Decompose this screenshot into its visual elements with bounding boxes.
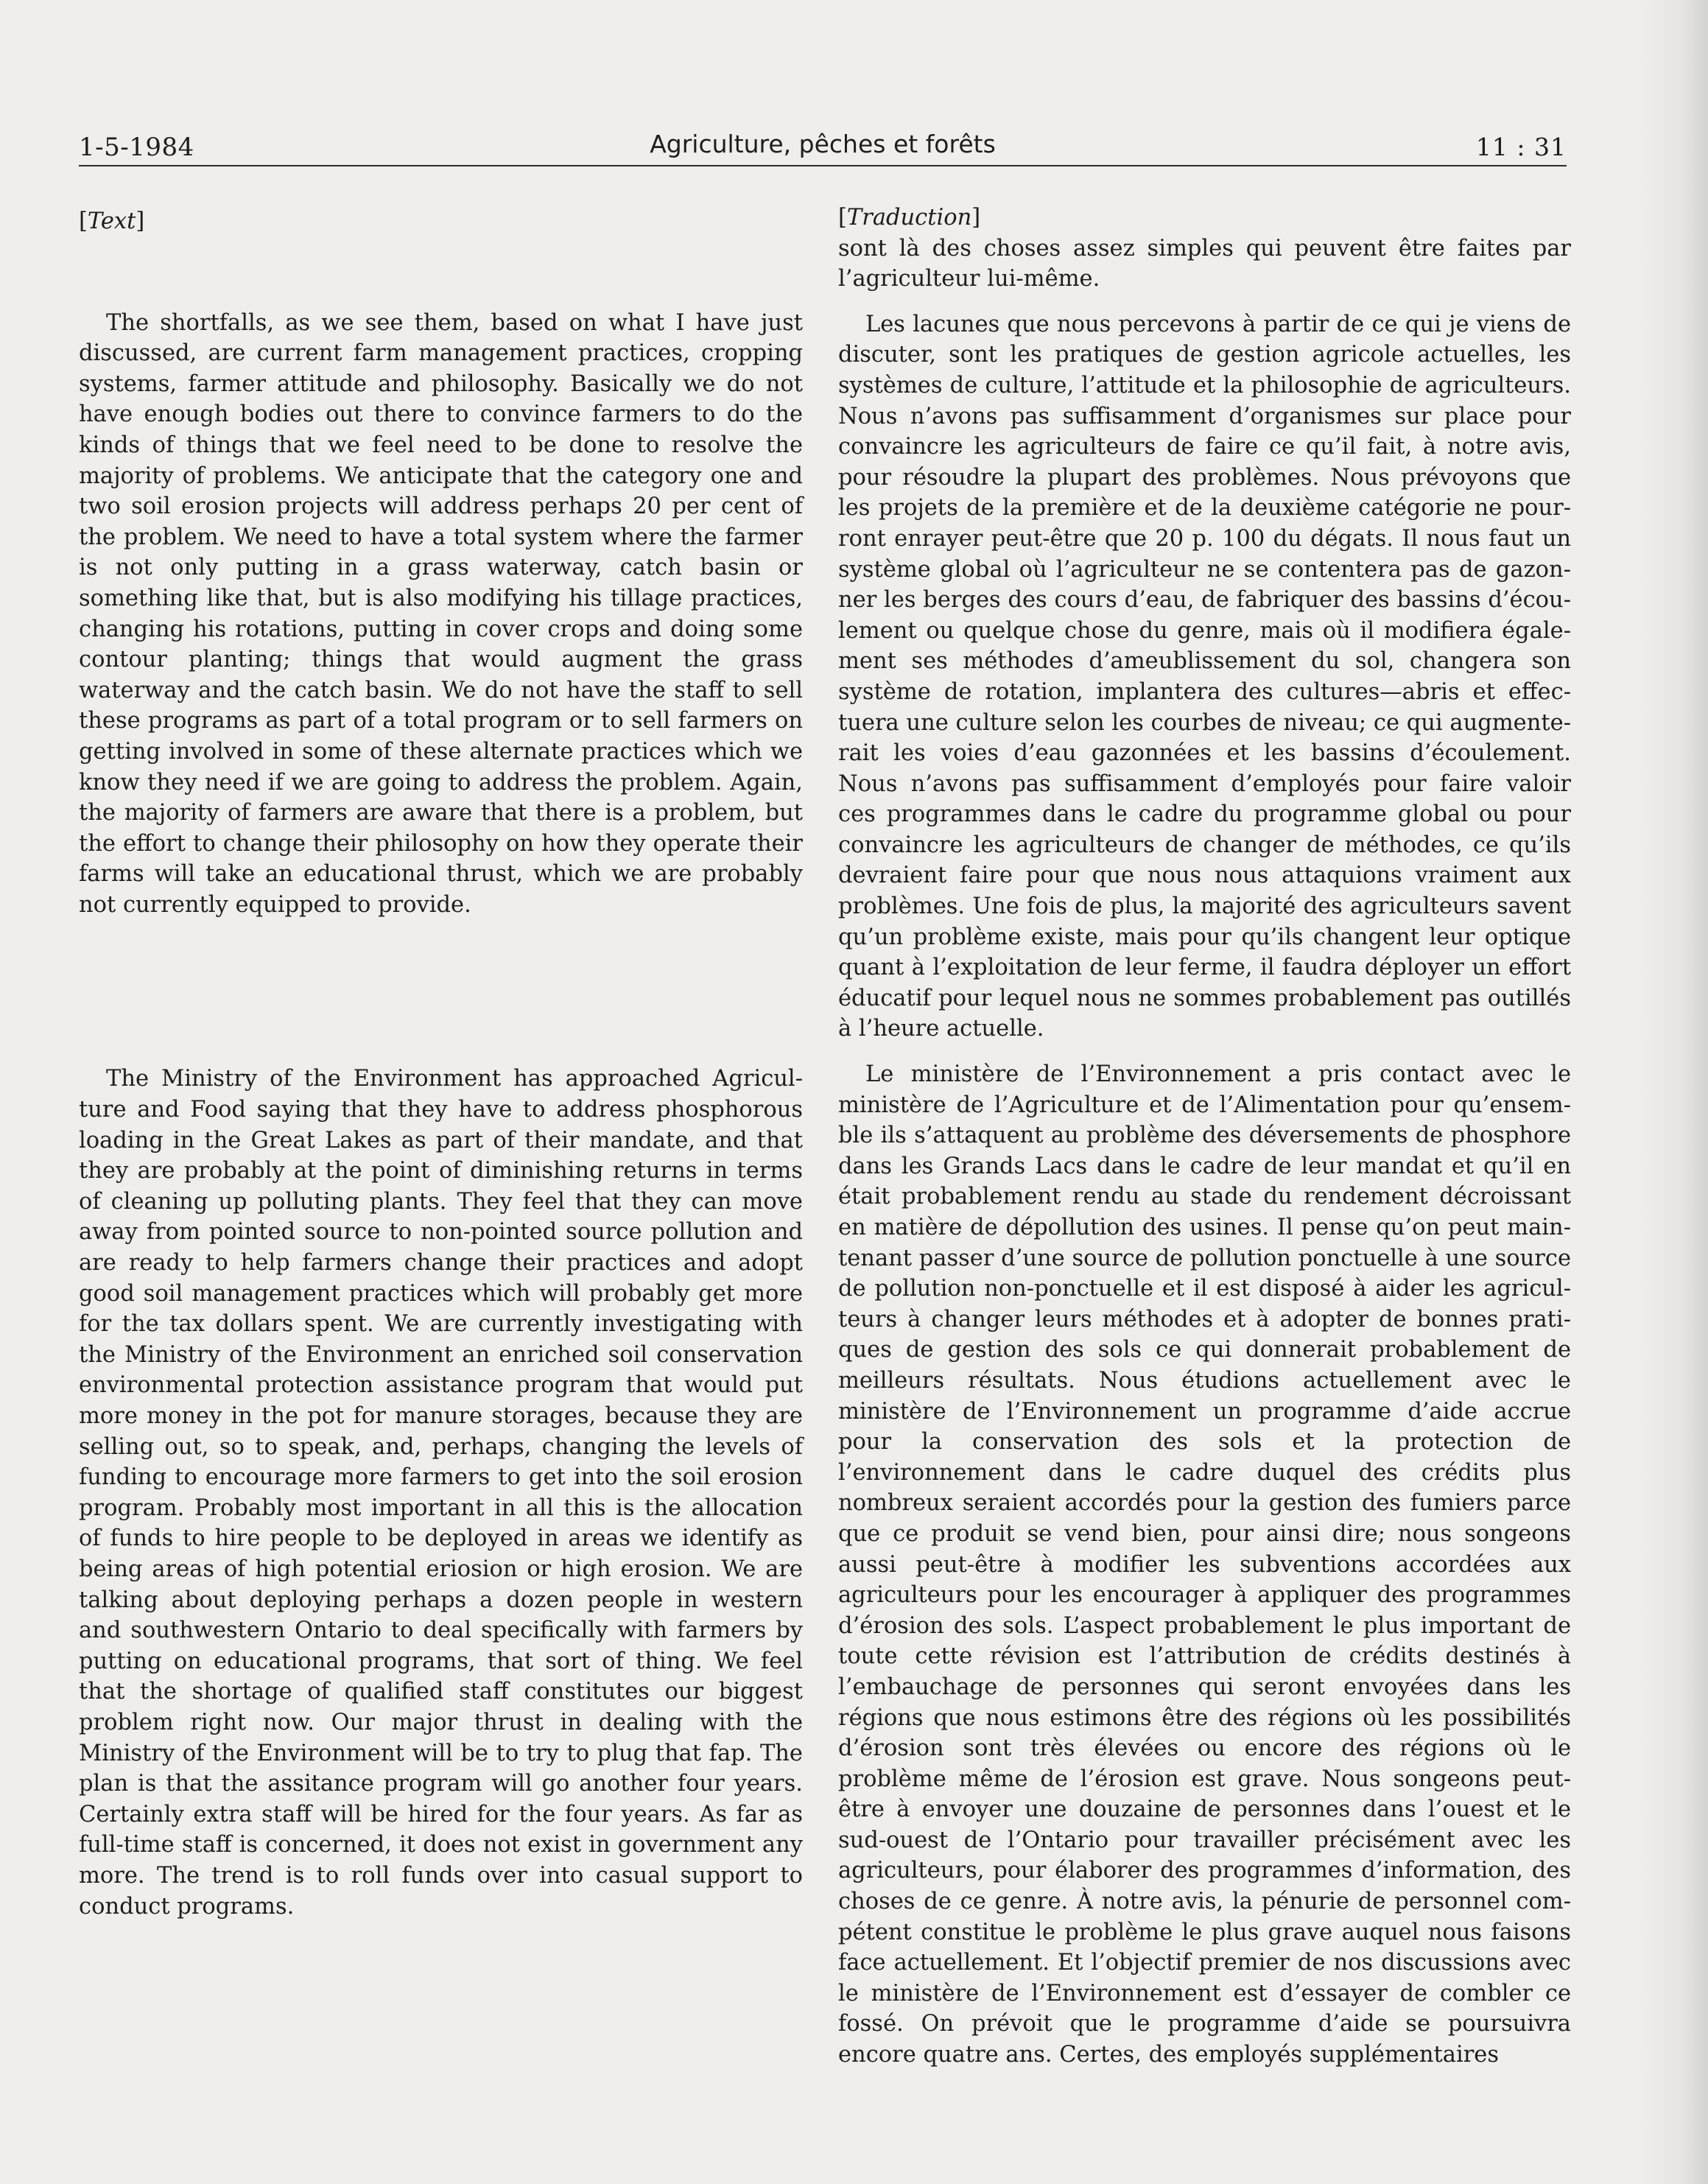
header-rule bbox=[79, 165, 1567, 166]
paragraph: Le ministère de l’Environnement a pris contact avec le ministère de l’Agriculture et de l’Alimentation pour qu’ensemble ils s’attaquent au problème des déversements de phosphore dans les Grands Lacs dans le cadre de leur mandat et qu’il en était probablement rendu au stade du rendement décroissant en matière de dépollution des usines. Il pense qu’on peut maintenant passer d’une source de pollution ponctuelle à une source de pollution non-ponctuelle et il est disposé à aider les agriculteurs à changer leurs méthodes et à adopter de bonnes pratiques de gestion des sols ce qui donnerait probablement de meilleurs résultats. Nous étudions actuellement avec le ministère de l’Environnement un programme d’aide accrue pour la conservation des sols et la protection de l’environnement dans le cadre duquel des crédits plus nombreux seraient accordés pour la gestion des fumiers parce que ce produit se vend bien, pour ainsi dire; nous songeons aussi peut-être à modifier les subventions accordées aux agriculteurs pour les encourager à appliquer des programmes d’érosion des sols. L’aspect probablement le plus important de toute cette révision est l’attribution de crédits destinés à l’embauchage de personnes qui seront envoyées dans les régions que nous estimons être des régions où les possibilités d’érosion sont très élevées ou encore des régions où le problème même de l’érosion est grave. Nous songeons peut-être à envoyer une douzaine de personnes dans l’ouest et le sud-ouest de l’Ontario pour travailler précisément avec les agriculteurs, pour élaborer des programmes d’information, des choses de ce genre. À notre avis, la pénurie de personnel compétent constitue le problème le plus grave auquel nous faisons face actuellement. Et l’objectif premier de nos discussions avec le ministère de l’Environnement est d’essayer de combler ce fossé. On prévoit que le programme d’aide se poursuivra encore quatre ans. Certes, des employés supplémentaires bbox=[838, 1061, 1571, 2068]
header-title: Agriculture, pêches et forêts bbox=[650, 130, 996, 158]
english-column bbox=[79, 206, 803, 1922]
paragraph: sont là des choses assez simples qui peuvent être faites par l’agriculteur lui-même. bbox=[838, 235, 1571, 292]
column-label-text: [Text] bbox=[79, 208, 145, 234]
paragraph: The shortfalls, as we see them, based on what I have just discussed, are current farm management practices, cropping systems, farmer attitude and philosophy. Basically we do not have enough bodies out there to convince farmers to do the kinds of things that we feel need to be done to resolve the majority of problems. We anticipate that the category one and two soil erosion projects will address perhaps 20 per cent of the problem. We need to have a total system where the farmer is not only putting in a grass waterway, catch basin or something like that, but is also modifying his tillage practices, changing his rotations, putting in cover crops and doing some contour planting; things that would augment the grass waterway and the catch basin. We do not have the staff to sell these programs as part of a total program or to sell farmers on getting involved in some of these alternate practices which we know they need if we are going to address the problem. Again, the majority of farmers are aware that there is a problem, but the effort to change their philosophy on how they operate their farms will take an educational thrust, which we are probably not currently equipped to provide. bbox=[79, 309, 803, 918]
paragraph: The Ministry of the Environment has approached Agriculture and Food saying that they have to address phosphorous loading in the Great Lakes as part of their mandate, and that they are probably at the point of diminishing returns in terms of cleaning up polluting plants. They feel that they can move away from pointed source to non-pointed source pollution and are ready to help farmers change their practices and adopt good soil management practices which will probably get more for the tax dollars spent. We are currently investigating with the Ministry of the Environment an enriched soil conservation environmental protection assistance program that would put more money in the pot for manure storages, because they are selling out, so to speak, and, perhaps, changing the levels of funding to encourage more farmers to get into the soil erosion program. Probably most important in all this is the allocation of funds to hire people to be deployed in areas we identify as being areas of high potential eriosion or high erosion. We are talking about deploying perhaps a dozen people in western and southwestern Ontario to deal specifically with farmers by putting on educational programs, that sort of thing. We feel that the shortage of qualified staff constitutes our biggest problem right now. Our major thrust in dealing with the Ministry of the Environment will be to try to plug that fap. The plan is that the assitance program will go another four years. Certainly extra staff will be hired for the four years. As far as full-time staff is concerned, it does not exist in government any more. The trend is to roll funds over into casual support to conduct programs. bbox=[79, 1066, 803, 1920]
page-header bbox=[79, 124, 1567, 166]
french-column bbox=[838, 203, 1571, 2071]
page-edge-shadow bbox=[1642, 0, 1708, 2184]
header-date: 1-5-1984 bbox=[79, 133, 194, 162]
header-page-number: 11 : 31 bbox=[1475, 133, 1567, 161]
paragraph: Les lacunes que nous percevons à partir de ce qui je viens de discuter, sont les pratiques de gestion agricole actuelles, les systèmes de culture, l’attitude et la philosophie de agriculteurs. Nous n’avons pas suffisamment d’organismes sur place pour convaincre les agriculteurs de faire ce qu’il fait, à notre avis, pour résoudre la plupart des problèmes. Nous prévoyons que les projets de la première et de la deuxième catégorie ne pourront enrayer peut-être que 20 p. 100 du dégats. Il nous faut un système global où l’agriculteur ne se contentera pas de gazonner les berges des cours d’eau, de fabriquer des bassins d’écoulement ou quelque chose du genre, mais où il modifiera également ses méthodes d’ameublissement du sol, changera son système de rotation, implantera des cultures—abris et effectuera une culture selon les courbes de niveau; ce qui augmenterait les voies d’eau gazonnées et les bassins d’écoulement. Nous n’avons pas suffisamment d’employés pour faire valoir ces programmes dans le cadre du programme global ou pour convaincre les agriculteurs de changer de méthodes, ce qu’ils devraient faire pour que nous nous attaquions vraiment aux problèmes. Une fois de plus, la majorité des agriculteurs savent qu’un problème existe, mais pour qu’ils changent leur optique quant à l’exploitation de leur ferme, il faudra déployer un effort éducatif pour lequel nous ne sommes probablement pas outillés à l’heure actuelle. bbox=[838, 311, 1571, 1042]
column-label-traduction: [Traduction] bbox=[838, 205, 981, 231]
